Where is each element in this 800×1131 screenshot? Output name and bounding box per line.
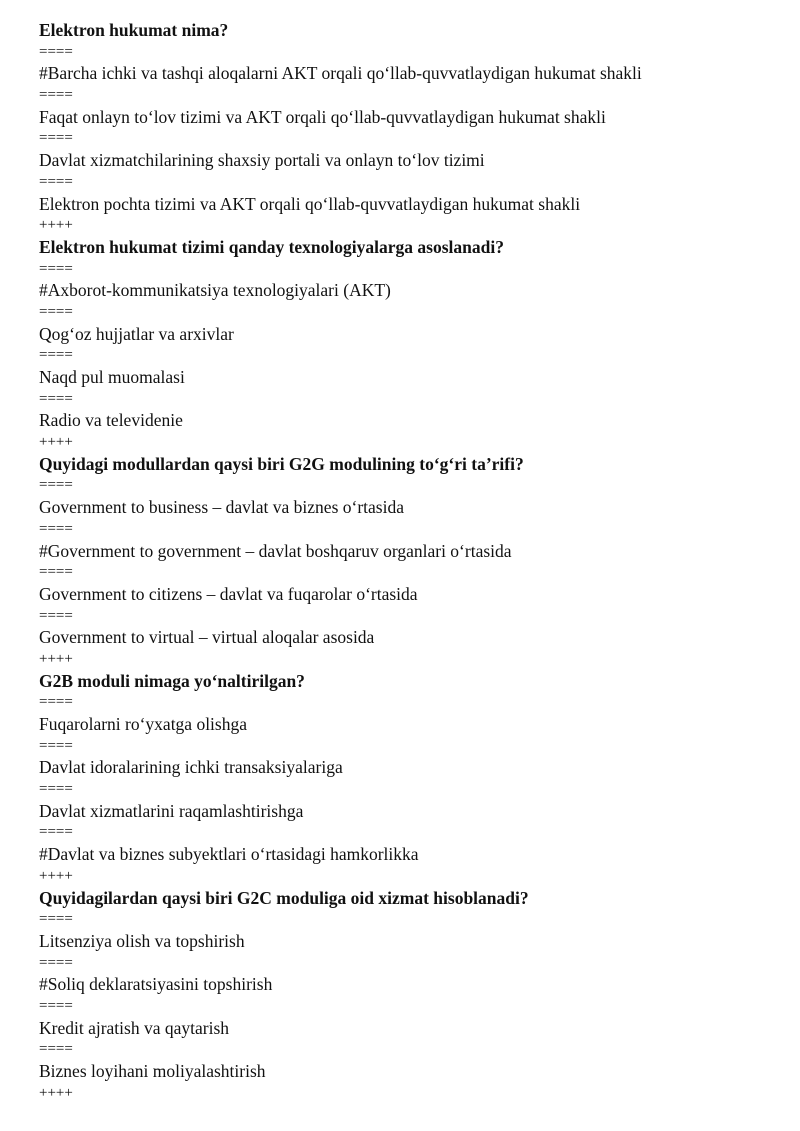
answer-option: Government to citizens – davlat va fuqarolar o‘rtasida <box>39 583 418 604</box>
question-text: Elektron hukumat tizimi qanday texnologiyalarga asoslanadi? <box>39 236 504 257</box>
separator-line: ==== <box>39 477 73 494</box>
answer-option: Litsenziya olish va topshirish <box>39 930 245 951</box>
answer-option: Kredit ajratish va qaytarish <box>39 1017 230 1038</box>
separator-line: ==== <box>39 43 73 60</box>
answer-option: Faqat onlayn to‘lov tizimi va AKT orqali qo‘llab-quvvatlaydigan hukumat shakli <box>39 106 606 127</box>
separator-line: ==== <box>39 260 73 277</box>
answer-option: #Davlat va biznes subyektlari o‘rtasidagi hamkorlikka <box>39 844 419 865</box>
document-body <box>39 20 779 1104</box>
separator-line: ==== <box>39 173 73 190</box>
separator-line: ==== <box>39 954 73 971</box>
separator-line: ==== <box>39 347 73 364</box>
answer-option: Elektron pochta tizimi va AKT orqali qo‘llab-quvvatlaydigan hukumat shakli <box>39 193 581 214</box>
separator-line: ++++ <box>39 217 73 234</box>
separator-line: ++++ <box>39 867 73 884</box>
separator-line: ==== <box>39 390 73 407</box>
separator-line: ==== <box>39 607 73 624</box>
answer-option: Qog‘oz hujjatlar va arxivlar <box>39 323 234 344</box>
separator-line: ==== <box>39 130 73 147</box>
question-text: G2B moduli nimaga yo‘naltirilgan? <box>39 670 305 691</box>
separator-line: ==== <box>39 737 73 754</box>
separator-line: ==== <box>39 1041 73 1058</box>
answer-option: Davlat xizmatchilarining shaxsiy portali va onlayn to‘lov tizimi <box>39 150 485 171</box>
separator-line: ==== <box>39 87 73 104</box>
answer-option: Davlat idoralarining ichki transaksiyalariga <box>39 757 343 778</box>
question-text: Elektron hukumat nima? <box>39 20 229 40</box>
separator-line: ==== <box>39 781 73 798</box>
answer-option: #Axborot-kommunikatsiya texnologiyalari (AKT) <box>39 280 391 301</box>
separator-line: ==== <box>39 303 73 320</box>
answer-option: Biznes loyihani moliyalashtirish <box>39 1061 266 1081</box>
separator-line: ++++ <box>39 1084 73 1101</box>
separator-line: ==== <box>39 824 73 841</box>
separator-line: ==== <box>39 564 73 581</box>
separator-line: ++++ <box>39 434 73 451</box>
separator-line: ==== <box>39 911 73 928</box>
question-text: Quyidagilardan qaysi biri G2C moduliga oid xizmat hisoblanadi? <box>39 887 529 908</box>
answer-option: Radio va televidenie <box>39 410 183 431</box>
answer-option: Naqd pul muomalasi <box>39 367 185 387</box>
separator-line: ++++ <box>39 650 73 667</box>
answer-option: Davlat xizmatlarini raqamlashtirishga <box>39 800 304 821</box>
answer-option: Fuqarolarni ro‘yxatga olishga <box>39 714 248 734</box>
separator-line: ==== <box>39 997 73 1014</box>
answer-option: #Barcha ichki va tashqi aloqalarni AKT orqali qo‘llab-quvvatlaydigan hukumat shakli <box>39 63 642 84</box>
separator-line: ==== <box>39 520 73 537</box>
answer-option: Government to virtual – virtual aloqalar asosida <box>39 627 375 648</box>
answer-option: Government to business – davlat va biznes o‘rtasida <box>39 497 404 518</box>
separator-line: ==== <box>39 694 73 711</box>
answer-option: #Government to government – davlat boshqaruv organlari o‘rtasida <box>39 540 512 561</box>
question-text: Quyidagi modullardan qaysi biri G2G modulining to‘g‘ri ta’rifi? <box>39 453 524 474</box>
answer-option: #Soliq deklaratsiyasini topshirish <box>39 974 273 995</box>
